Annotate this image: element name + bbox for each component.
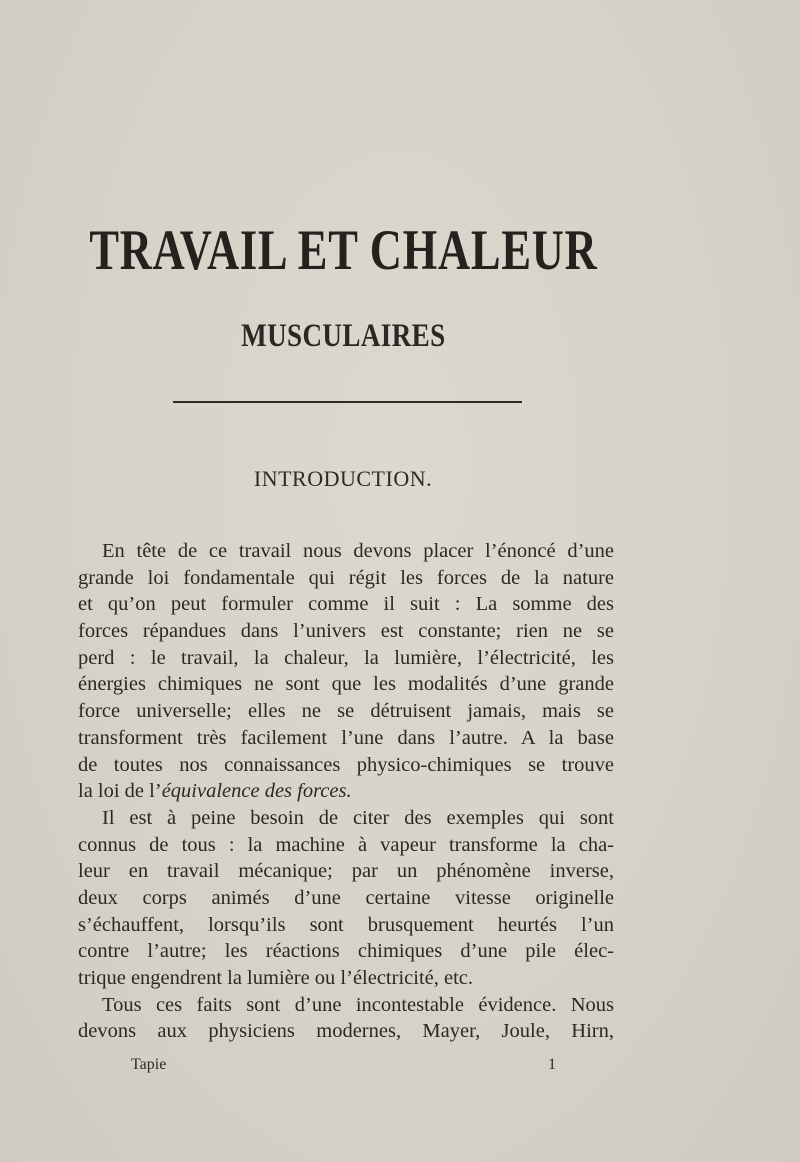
text-line: Il est à peine besoin de citer des exemples qui sont [102,806,614,829]
text-fragment: la loi de l’ [78,780,162,803]
page-subtitle: MUSCULAIRES [241,318,446,354]
text-line: grande loi fondamentale qui régit les forces de la nature [78,566,614,589]
text-line: leur en travail mécanique; par un phénomène inverse, [78,860,614,883]
text-line: transforment très facilement l’une dans l’autre. A la base [78,726,614,749]
text-line: deux corps animés d’une certaine vitesse originelle [78,886,614,909]
text-line: de toutes nos connaissances physico-chimiques se trouve [78,753,614,776]
text-line: devons aux physiciens modernes, Mayer, Joule, Hirn, [78,1020,614,1043]
emphasis-text: équivalence des forces. [161,780,352,803]
text-line: Tous ces faits sont d’une incontestable évidence. Nous [102,993,614,1016]
text-line: force universelle; elles ne se détruisent jamais, mais se [78,700,614,723]
text-line: forces répandues dans l’univers est constante; rien ne se [78,620,614,643]
text-line: s’échauffent, lorsqu’ils sont brusquement heurtés l’un [78,913,614,936]
text-line: énergies chimiques ne sont que les modalités d’une grande [78,673,614,696]
footer-sheet-number: 1 [548,1056,556,1073]
page-title: TRAVAIL ET CHALEUR [89,219,598,282]
section-heading: INTRODUCTION. [253,466,433,491]
text-line: contre l’autre; les réactions chimiques d’une pile élec- [78,940,614,963]
title-rule-divider [173,401,522,403]
body-text [78,538,614,1045]
text-line: trique engendrent la lumière ou l’électricité, etc. [78,967,474,989]
text-line: et qu’on peut formuler comme il suit : La somme des [78,593,614,616]
text-line: En tête de ce travail nous devons placer l’énoncé d’une [102,540,614,562]
page-footer [0,1056,800,1080]
text-line: perd : le travail, la chaleur, la lumière, l’électricité, les [78,646,614,669]
text-line [78,778,614,805]
footer-signature: Tapie [131,1056,167,1073]
text-line: connus de tous : la machine à vapeur transforme la cha- [78,833,614,856]
